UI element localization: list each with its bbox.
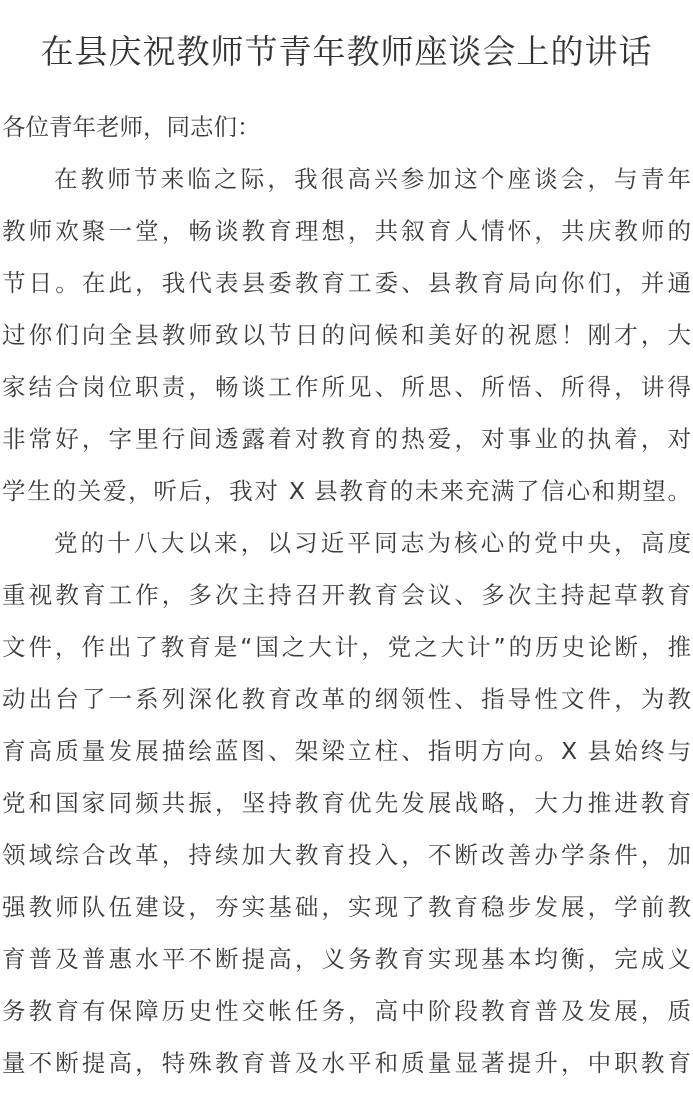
paragraph-1-line-5: 家结合岗位职责，畅谈工作所见、所思、所悟、所得，讲得 xyxy=(2,373,691,401)
paragraph-2-line-5: 育高质量发展描绘蓝图、架梁立柱、指明方向。X 县始终与 xyxy=(2,737,691,765)
greeting-line: 各位青年老师，同志们： xyxy=(2,113,261,141)
document-title: 在县庆祝教师节青年教师座谈会上的讲话 xyxy=(40,32,653,71)
paragraph-1-line-1: 在教师节来临之际，我很高兴参加这个座谈会，与青年 xyxy=(54,165,691,193)
paragraph-1-line-6: 非常好，字里行间透露着对教育的热爱，对事业的执着，对 xyxy=(2,425,691,453)
paragraph-2-line-6: 党和国家同频共振，坚持教育优先发展战略，大力推进教育 xyxy=(2,789,691,817)
paragraph-1-line-3: 节日。在此，我代表县委教育工委、县教育局向你们，并通 xyxy=(2,269,691,297)
paragraph-1-line-2: 教师欢聚一堂，畅谈教育理想，共叙育人情怀，共庆教师的 xyxy=(2,217,691,245)
paragraph-2-line-4: 动出台了一系列深化教育改革的纲领性、指导性文件，为教 xyxy=(2,685,691,713)
paragraph-1-line-4: 过你们向全县教师致以节日的问候和美好的祝愿！刚才，大 xyxy=(2,321,691,349)
paragraph-2-line-10: 务教育有保障历史性交帐任务，高中阶段教育普及发展，质 xyxy=(2,997,691,1025)
paragraph-1-line-7: 学生的关爱，听后，我对 X 县教育的未来充满了信心和期望。 xyxy=(2,477,691,505)
paragraph-2-line-8: 强教师队伍建设，夯实基础，实现了教育稳步发展，学前教 xyxy=(2,893,691,921)
paragraph-2-line-2: 重视教育工作，多次主持召开教育会议、多次主持起草教育 xyxy=(2,581,691,609)
paragraph-2-line-9: 育普及普惠水平不断提高，义务教育实现基本均衡，完成义 xyxy=(2,945,691,973)
paragraph-2-line-3: 文件，作出了教育是“国之大计，党之大计”的历史论断，推 xyxy=(2,633,691,661)
paragraph-2-line-1: 党的十八大以来，以习近平同志为核心的党中央，高度 xyxy=(54,529,691,557)
paragraph-2-line-7: 领域综合改革，持续加大教育投入，不断改善办学条件，加 xyxy=(2,841,691,869)
paragraph-2-line-11: 量不断提高，特殊教育普及水平和质量显著提升，中职教育 xyxy=(2,1049,691,1077)
